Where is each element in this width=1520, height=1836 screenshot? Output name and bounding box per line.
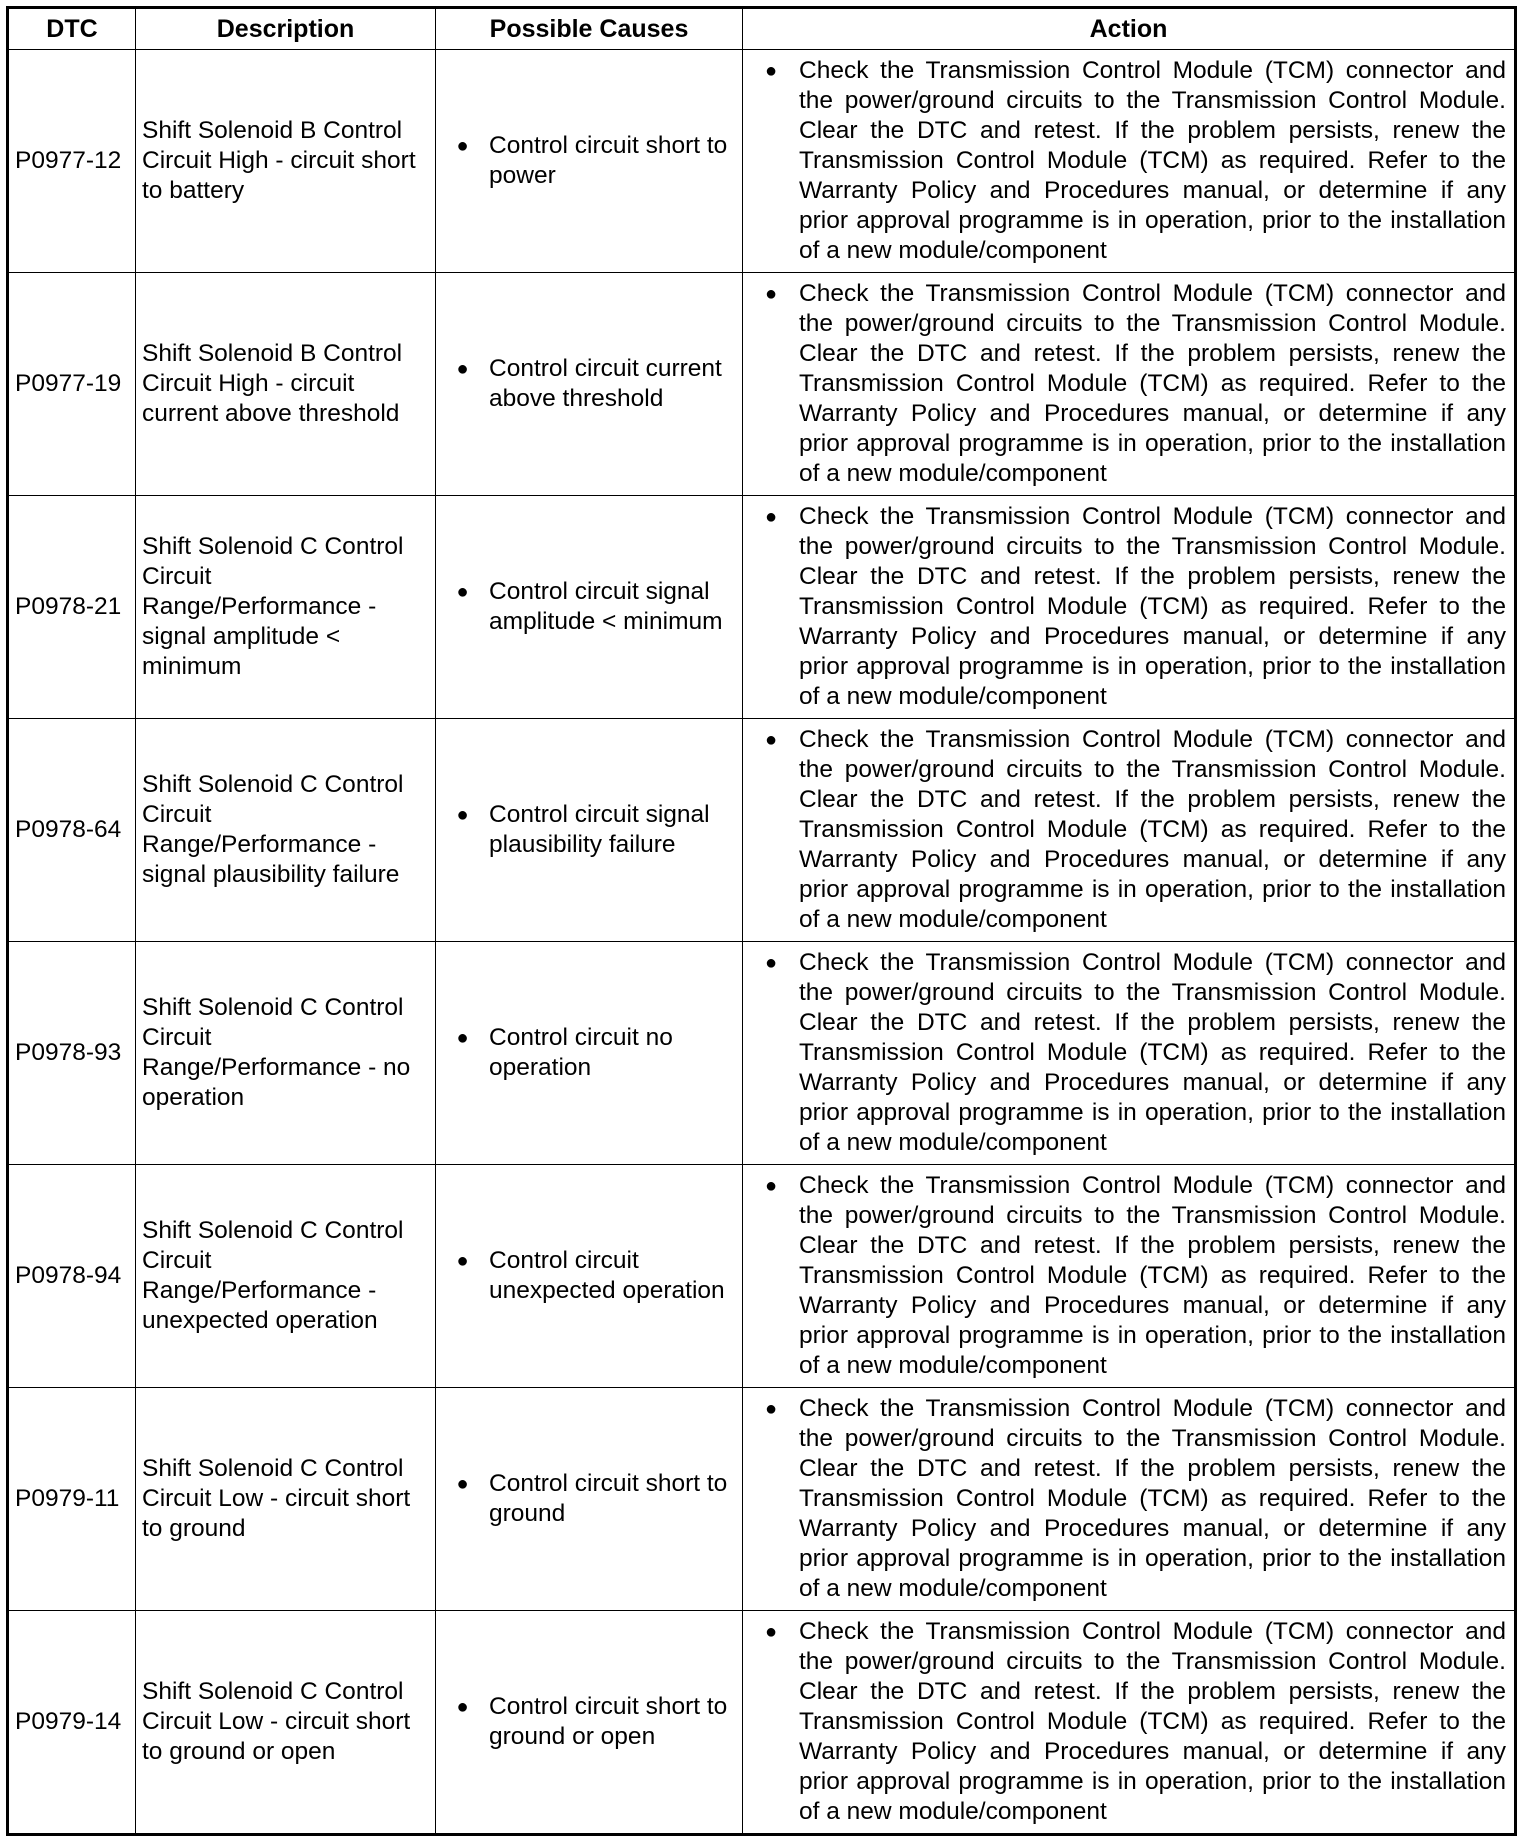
table-row (8, 273, 1516, 496)
description-cell: Shift Solenoid B Control Circuit High - circuit short to battery (136, 50, 436, 273)
description-cell: Shift Solenoid C Control Circuit Low - circuit short to ground or open (136, 1611, 436, 1835)
header-description: Description (136, 8, 436, 50)
header-possible-causes: Possible Causes (436, 8, 743, 50)
dtc-code: P0978-93 (8, 942, 136, 1165)
dtc-code: P0979-11 (8, 1388, 136, 1611)
bullet-icon: ● (456, 1250, 469, 1272)
table-row (8, 1165, 1516, 1388)
bullet-icon: ● (456, 581, 469, 603)
action-text: Check the Transmission Control Module (TCM) connector and the power/ground circuits to the Transmission Control Module. Clear the DTC and retest. If the problem persists, renew the Transmission Control Module (TCM) as required. Refer to the Warranty Policy and Procedures manual, or determine if any prior approval programme is in operation, prior to the installation of a new module/component (799, 726, 1506, 933)
bullet-icon: ● (456, 1473, 469, 1495)
cause-text: Control circuit no operation (489, 1024, 673, 1081)
action-cell (743, 50, 1516, 273)
dtc-code: P0978-64 (8, 719, 136, 942)
cause-cell (436, 1388, 743, 1611)
cause-cell (436, 1165, 743, 1388)
action-cell (743, 1611, 1516, 1835)
bullet-icon: ● (456, 1027, 469, 1049)
cause-text: Control circuit short to power (489, 132, 728, 189)
header-dtc: DTC (8, 8, 136, 50)
bullet-icon: ● (764, 952, 778, 974)
dtc-code: P0979-14 (8, 1611, 136, 1835)
table-row (8, 942, 1516, 1165)
action-text: Check the Transmission Control Module (TCM) connector and the power/ground circuits to the Transmission Control Module. Clear the DTC and retest. If the problem persists, renew the Transmission Control Module (TCM) as required. Refer to the Warranty Policy and Procedures manual, or determine if any prior approval programme is in operation, prior to the installation of a new module/component (799, 1172, 1506, 1379)
cause-cell (436, 719, 743, 942)
bullet-icon: ● (456, 135, 469, 157)
description-cell: Shift Solenoid C Control Circuit Range/Performance - unexpected operation (136, 1165, 436, 1388)
description-cell: Shift Solenoid C Control Circuit Low - circuit short to ground (136, 1388, 436, 1611)
description-cell: Shift Solenoid C Control Circuit Range/Performance - signal amplitude < minimum (136, 496, 436, 719)
table-row (8, 496, 1516, 719)
action-text: Check the Transmission Control Module (TCM) connector and the power/ground circuits to the Transmission Control Module. Clear the DTC and retest. If the problem persists, renew the Transmission Control Module (TCM) as required. Refer to the Warranty Policy and Procedures manual, or determine if any prior approval programme is in operation, prior to the installation of a new module/component (799, 949, 1506, 1156)
action-text: Check the Transmission Control Module (TCM) connector and the power/ground circuits to the Transmission Control Module. Clear the DTC and retest. If the problem persists, renew the Transmission Control Module (TCM) as required. Refer to the Warranty Policy and Procedures manual, or determine if any prior approval programme is in operation, prior to the installation of a new module/component (799, 503, 1506, 710)
cause-text: Control circuit signal plausibility failure (489, 801, 710, 858)
description-cell: Shift Solenoid C Control Circuit Range/Performance - no operation (136, 942, 436, 1165)
action-cell (743, 273, 1516, 496)
cause-text: Control circuit signal amplitude < minimum (489, 578, 723, 635)
bullet-icon: ● (456, 358, 469, 380)
action-cell (743, 1388, 1516, 1611)
description-cell: Shift Solenoid C Control Circuit Range/Performance - signal plausibility failure (136, 719, 436, 942)
cause-cell (436, 1611, 743, 1835)
cause-text: Control circuit unexpected operation (489, 1247, 725, 1304)
bullet-icon: ● (764, 729, 778, 751)
bullet-icon: ● (456, 1696, 469, 1718)
dtc-code: P0978-21 (8, 496, 136, 719)
action-text: Check the Transmission Control Module (TCM) connector and the power/ground circuits to the Transmission Control Module. Clear the DTC and retest. If the problem persists, renew the Transmission Control Module (TCM) as required. Refer to the Warranty Policy and Procedures manual, or determine if any prior approval programme is in operation, prior to the installation of a new module/component (799, 280, 1506, 487)
cause-text: Control circuit short to ground (489, 1470, 728, 1527)
bullet-icon: ● (764, 1621, 778, 1643)
table-header-row (8, 8, 1516, 50)
action-text: Check the Transmission Control Module (TCM) connector and the power/ground circuits to the Transmission Control Module. Clear the DTC and retest. If the problem persists, renew the Transmission Control Module (TCM) as required. Refer to the Warranty Policy and Procedures manual, or determine if any prior approval programme is in operation, prior to the installation of a new module/component (799, 57, 1506, 264)
action-cell (743, 719, 1516, 942)
dtc-code: P0978-94 (8, 1165, 136, 1388)
cause-cell (436, 273, 743, 496)
dtc-table (6, 6, 1517, 1836)
header-action: Action (743, 8, 1516, 50)
action-cell (743, 496, 1516, 719)
action-text: Check the Transmission Control Module (TCM) connector and the power/ground circuits to the Transmission Control Module. Clear the DTC and retest. If the problem persists, renew the Transmission Control Module (TCM) as required. Refer to the Warranty Policy and Procedures manual, or determine if any prior approval programme is in operation, prior to the installation of a new module/component (799, 1395, 1506, 1602)
dtc-code: P0977-19 (8, 273, 136, 496)
cause-cell (436, 50, 743, 273)
description-cell: Shift Solenoid B Control Circuit High - circuit current above threshold (136, 273, 436, 496)
bullet-icon: ● (764, 1398, 778, 1420)
bullet-icon: ● (764, 506, 778, 528)
action-cell (743, 1165, 1516, 1388)
cause-text: Control circuit short to ground or open (489, 1693, 728, 1750)
table-row (8, 719, 1516, 942)
table-row (8, 1388, 1516, 1611)
bullet-icon: ● (764, 283, 778, 305)
cause-cell (436, 942, 743, 1165)
action-cell (743, 942, 1516, 1165)
bullet-icon: ● (764, 1175, 778, 1197)
cause-text: Control circuit current above threshold (489, 355, 722, 412)
bullet-icon: ● (764, 60, 778, 82)
action-text: Check the Transmission Control Module (TCM) connector and the power/ground circuits to the Transmission Control Module. Clear the DTC and retest. If the problem persists, renew the Transmission Control Module (TCM) as required. Refer to the Warranty Policy and Procedures manual, or determine if any prior approval programme is in operation, prior to the installation of a new module/component (799, 1618, 1506, 1825)
table-row (8, 50, 1516, 273)
dtc-code: P0977-12 (8, 50, 136, 273)
table-row (8, 1611, 1516, 1835)
cause-cell (436, 496, 743, 719)
bullet-icon: ● (456, 804, 469, 826)
